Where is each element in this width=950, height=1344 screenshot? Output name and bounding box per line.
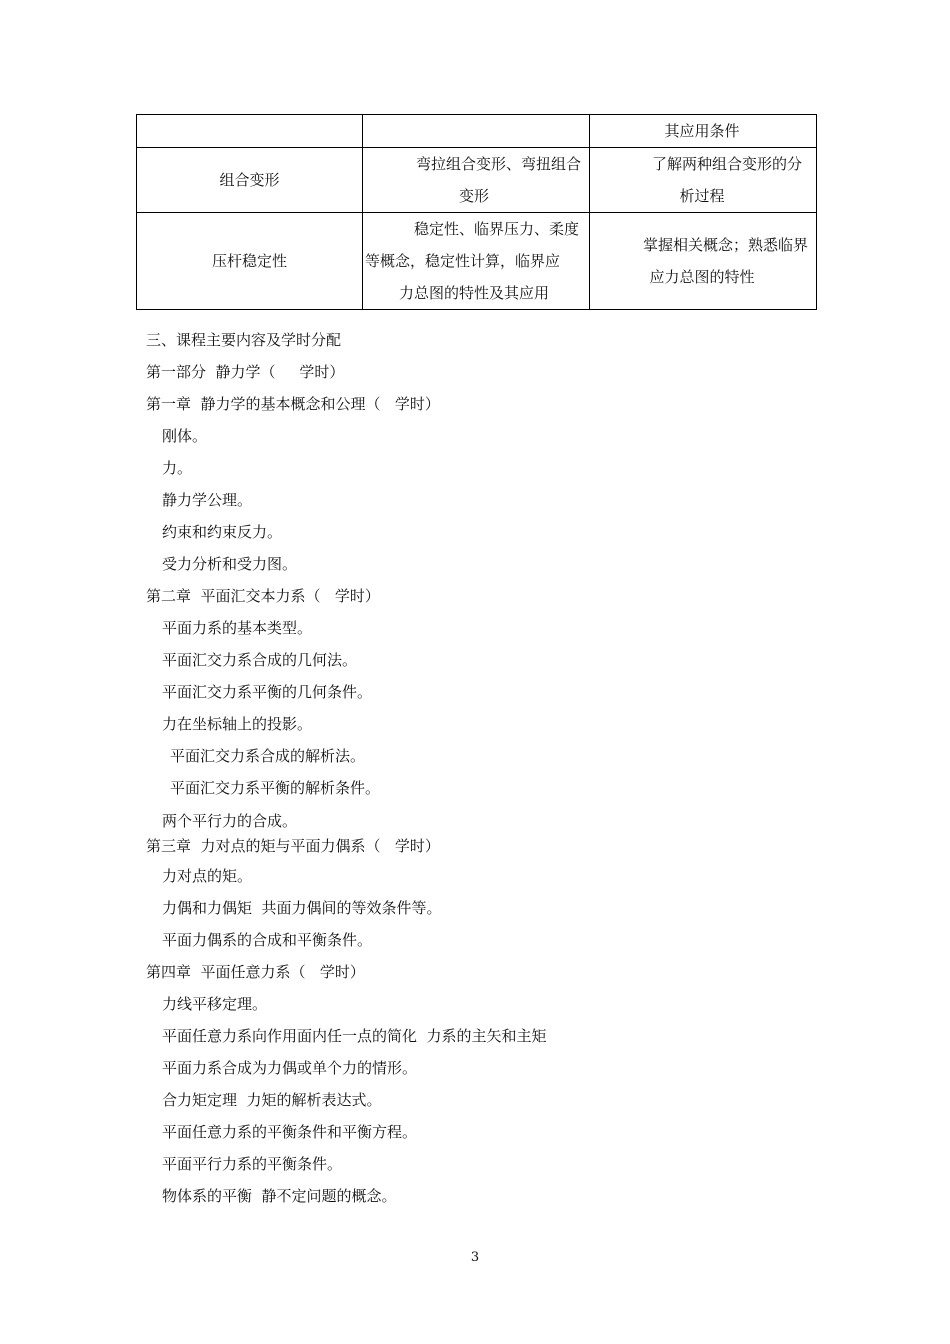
list-item: 受力分析和受力图。	[162, 555, 298, 573]
chapter-title: 第三章 力对点的矩与平面力偶系（ 学时）	[146, 837, 440, 855]
section-title: 三、课程主要内容及学时分配	[146, 331, 342, 349]
requirement-cell: 其应用条件	[590, 115, 817, 148]
list-item: 力偶和力偶矩 共面力偶间的等效条件等。	[162, 899, 442, 917]
list-item: 力在坐标轴上的投影。	[162, 715, 313, 733]
list-item: 两个平行力的合成。	[162, 812, 298, 830]
list-item: 平面汇交力系合成的几何法。	[162, 651, 358, 669]
list-item: 平面汇交力系平衡的解析条件。	[170, 779, 381, 797]
chapter-title: 第四章 平面任意力系（ 学时）	[146, 963, 365, 981]
part-title: 第一部分 静力学（ 学时）	[146, 363, 345, 381]
list-item: 合力矩定理 力矩的解析表达式。	[162, 1091, 382, 1109]
content-cell: 弯拉组合变形、弯扭组合 变形	[363, 148, 590, 213]
syllabus-table	[136, 114, 817, 310]
list-item: 刚体。	[162, 427, 208, 445]
topic-cell	[137, 115, 363, 148]
chapter-title: 第二章 平面汇交本力系（ 学时）	[146, 587, 380, 605]
list-item: 平面汇交力系合成的解析法。	[170, 747, 366, 765]
list-item: 平面汇交力系平衡的几何条件。	[162, 683, 373, 701]
chapter-title: 第一章 静力学的基本概念和公理（ 学时）	[146, 395, 440, 413]
requirement-cell: 了解两种组合变形的分 析过程	[590, 148, 817, 213]
list-item: 平面力系合成为力偶或单个力的情形。	[162, 1059, 418, 1077]
list-item: 平面力偶系的合成和平衡条件。	[162, 931, 373, 949]
list-item: 物体系的平衡 静不定问题的概念。	[162, 1187, 397, 1205]
list-item: 平面任意力系向作用面内任一点的简化 力系的主矢和主矩	[162, 1027, 547, 1045]
content-cell: 稳定性、临界压力、柔度 等概念，稳定性计算，临界应 力总图的特性及其应用	[363, 213, 590, 310]
list-item: 静力学公理。	[162, 491, 253, 509]
list-item: 平面任意力系的平衡条件和平衡方程。	[162, 1123, 418, 1141]
list-item: 平面力系的基本类型。	[162, 619, 313, 637]
list-item: 约束和约束反力。	[162, 523, 283, 541]
course-content	[146, 324, 846, 1212]
list-item: 力。	[162, 459, 193, 477]
list-item: 力对点的矩。	[162, 867, 253, 885]
requirement-cell: 掌握相关概念；熟悉临界 应力总图的特性	[590, 213, 817, 310]
table-row	[137, 115, 817, 148]
list-item: 平面平行力系的平衡条件。	[162, 1155, 343, 1173]
table-row	[137, 148, 817, 213]
table-row	[137, 213, 817, 310]
list-item: 力线平移定理。	[162, 995, 268, 1013]
topic-cell: 组合变形	[137, 148, 363, 213]
content-cell	[363, 115, 590, 148]
topic-cell: 压杆稳定性	[137, 213, 363, 310]
page-number: 3	[470, 1250, 480, 1265]
